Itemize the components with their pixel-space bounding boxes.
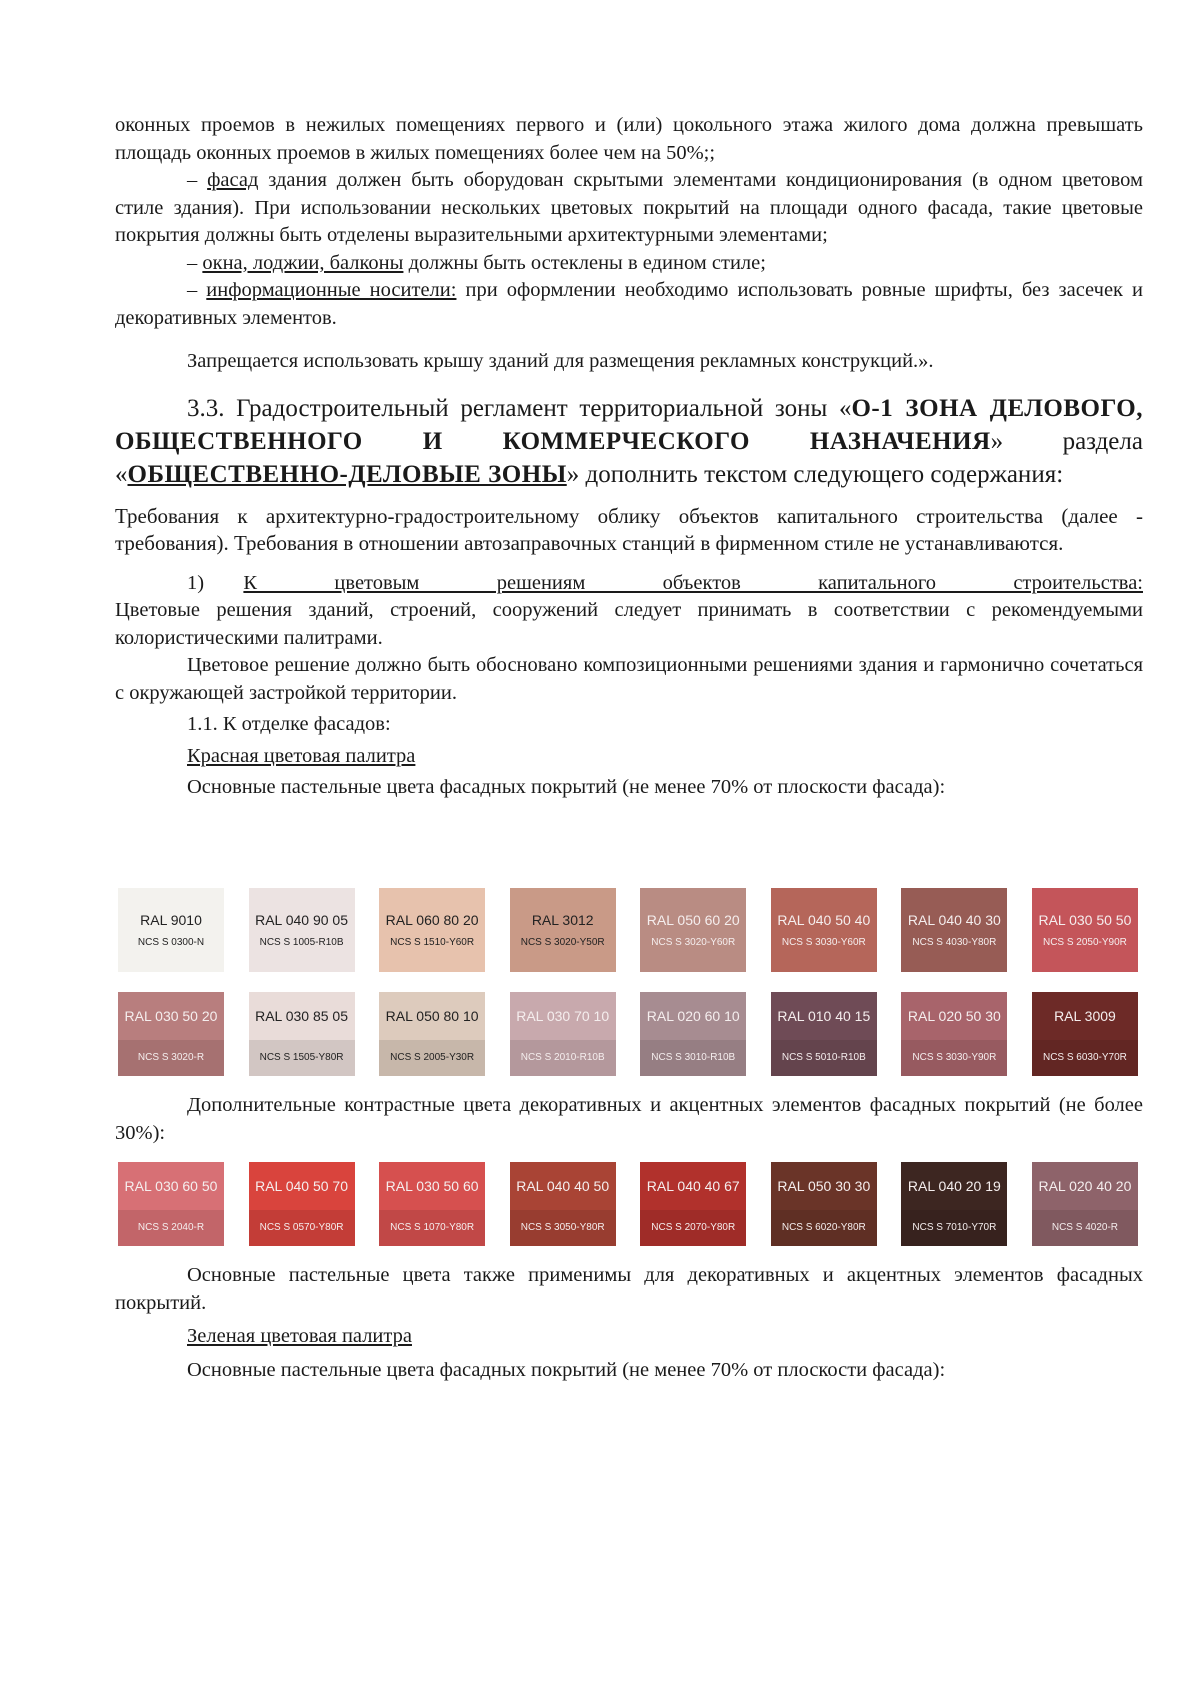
- swatch-bottom: [379, 1210, 485, 1246]
- swatch-ral-code: RAL 030 70 10: [516, 1008, 610, 1024]
- swatch-top: [118, 1162, 224, 1210]
- swatch-bottom: [379, 1040, 485, 1076]
- paragraph-window-openings: оконных проемов в нежилых помещениях первого и (или) цокольного этажа жилого дома должна превышать площадь оконных проемов в жилых помещениях более чем на 50%;;: [115, 114, 1143, 164]
- swatch-ncs-code: NCS S 1510-Y60R: [390, 937, 475, 948]
- document-body-continued: [115, 1092, 1143, 1147]
- swatch-ncs-code: NCS S 2040-R: [137, 1222, 205, 1233]
- swatch-ncs-code: NCS S 2050-Y90R: [1042, 937, 1127, 948]
- color-swatch: [118, 1162, 224, 1246]
- dash: –: [187, 251, 203, 274]
- swatch-bottom: [771, 1040, 877, 1076]
- term-windows: окна, лоджии, балконы: [202, 251, 404, 274]
- swatch-row-main-1: [118, 888, 1138, 972]
- swatch-ral-code: RAL 040 20 19: [907, 1178, 1001, 1194]
- swatch-ral-code: RAL 040 40 30: [907, 912, 1001, 928]
- swatch-row-main-2: [118, 992, 1138, 1076]
- color-swatch: [249, 1162, 355, 1246]
- swatch-ral-code: RAL 3012: [531, 912, 594, 928]
- swatch-ncs-code: NCS S 3020-R: [137, 1052, 205, 1063]
- swatch-ral-code: RAL 020 60 10: [646, 1008, 740, 1024]
- term-info-carriers: информационные носители:: [206, 279, 457, 301]
- item-1-title: К цветовым решениям объектов капитального строительства:: [243, 571, 1143, 594]
- swatch-top: [901, 992, 1007, 1040]
- color-swatch: [1032, 992, 1138, 1076]
- heading-zone-name: О-1 ЗОНА ДЕЛОВОГО, ОБЩЕСТВЕННОГО И КОММЕРЧЕСКОГО НАЗНАЧЕНИЯ: [115, 394, 1143, 455]
- swatch-top: [249, 1162, 355, 1210]
- color-swatch: [379, 992, 485, 1076]
- color-swatch: [640, 992, 746, 1076]
- swatch-ncs-code: NCS S 3030-Y60R: [781, 937, 866, 948]
- dash: –: [187, 279, 207, 301]
- facade-text: здания должен быть оборудован скрытыми элементами кондиционирования (в одном цветовом стиле здания). При использовании нескольких цветовых покрытий на площади одного фасада, такие цветовые покрытия должны быть отделены выразительными архитектурными элементами;: [115, 169, 1144, 246]
- swatch-bottom: [249, 1040, 355, 1076]
- color-swatch: [379, 1162, 485, 1246]
- swatch-ral-code: RAL 040 40 50: [516, 1178, 610, 1194]
- swatch-ncs-code: NCS S 3020-Y60R: [651, 937, 736, 948]
- color-swatch: [249, 888, 355, 972]
- swatch-top: [249, 992, 355, 1040]
- swatch-ncs-code: NCS S 0300-N: [137, 937, 205, 948]
- swatch-bottom: [1032, 1210, 1138, 1246]
- swatch-ral-code: RAL 030 50 50: [1038, 912, 1132, 928]
- color-swatch: [118, 992, 224, 1076]
- swatch-bottom: [510, 1040, 616, 1076]
- color-swatch: [901, 992, 1007, 1076]
- swatch-ral-code: RAL 040 40 67: [646, 1178, 740, 1194]
- swatch-top: [640, 992, 746, 1040]
- item-1-heading: [115, 570, 1143, 598]
- swatch-ncs-code: NCS S 5010-R10B: [781, 1052, 866, 1063]
- swatch-bottom: [1032, 1040, 1138, 1076]
- paragraph-roof-ban: Запрещается использовать крышу зданий для размещения рекламных конструкций.».: [187, 350, 934, 372]
- swatch-bottom: [510, 1210, 616, 1246]
- item-1-number: 1): [187, 571, 244, 594]
- item-1-1: 1.1. К отделке фасадов:: [187, 713, 391, 735]
- main-colors-caption: Основные пастельные цвета фасадных покрытий (не менее 70% от плоскости фасада):: [187, 776, 946, 798]
- dash: –: [187, 169, 208, 191]
- swatch-ral-code: RAL 020 50 30: [907, 1008, 1001, 1024]
- swatch-ral-code: RAL 040 50 40: [777, 912, 871, 928]
- color-swatch: [771, 888, 877, 972]
- document-body: [115, 112, 1143, 802]
- swatch-bottom: [901, 1210, 1007, 1246]
- paragraph-color-solutions: Цветовые решения зданий, строений, сооружений следует принимать в соответствии с рекомендуемыми колористическими палитрами.: [115, 599, 1143, 649]
- section-heading-3-3: [115, 392, 1143, 491]
- heading-part-2: » раздела «: [115, 427, 1143, 488]
- paragraph-windows: [115, 250, 1143, 278]
- swatch-ral-code: RAL 030 50 20: [124, 1008, 218, 1024]
- swatch-ncs-code: NCS S 2010-R10B: [520, 1052, 605, 1063]
- swatch-bottom: [249, 1210, 355, 1246]
- swatch-ncs-code: NCS S 1070-Y80R: [390, 1222, 475, 1233]
- swatch-bottom: [771, 1210, 877, 1246]
- swatch-bottom: [640, 1040, 746, 1076]
- swatch-top: [118, 992, 224, 1040]
- swatch-ncs-code: NCS S 1005-R10B: [259, 937, 344, 948]
- color-swatch: [640, 888, 746, 972]
- swatch-ncs-code: NCS S 6020-Y80R: [781, 1222, 866, 1233]
- color-swatch: [249, 992, 355, 1076]
- windows-text: должны быть остеклены в едином стиле;: [403, 251, 766, 274]
- swatch-top: [771, 992, 877, 1040]
- swatch-top: [510, 1162, 616, 1210]
- heading-part-3: » дополнить текстом следующего содержания:: [566, 460, 1064, 488]
- color-swatch: [379, 888, 485, 972]
- red-palette-heading: Красная цветовая палитра: [187, 744, 416, 767]
- paragraph-color-justification: Цветовое решение должно быть обоснованo композиционными решениями здания и гармонично сочетаться с окружающей застройкой территории.: [115, 654, 1143, 704]
- swatch-ncs-code: NCS S 7010-Y70R: [912, 1222, 997, 1233]
- swatch-top: [379, 992, 485, 1040]
- extra-colors-caption: Дополнительные контрастные цвета декоративных и акцентных элементов фасадных покрытий (не более 30%):: [115, 1094, 1143, 1144]
- swatch-ncs-code: NCS S 6030-Y70R: [1042, 1052, 1127, 1063]
- main-colors-caption-green: Основные пастельные цвета фасадных покрытий (не менее 70% от плоскости фасада):: [187, 1358, 946, 1381]
- swatch-bottom: [118, 1210, 224, 1246]
- color-swatch: [640, 1162, 746, 1246]
- swatch-ncs-code: NCS S 2005-Y30R: [390, 1052, 475, 1063]
- swatch-ral-code: RAL 020 40 20: [1038, 1178, 1132, 1194]
- paragraph-requirements: Требования к архитектурно-градостроительному облику объектов капитального строительства (далее - требования). Требования в отношении автозаправочных станций в фирменном стиле не устанавливаются.: [115, 503, 1143, 555]
- paragraph-also-applicable: Основные пастельные цвета также применимы для декоративных и акцентных элементов фасадных покрытий.: [115, 1264, 1143, 1314]
- swatch-ncs-code: NCS S 3050-Y80R: [520, 1222, 605, 1233]
- swatch-top: [901, 1162, 1007, 1210]
- swatch-ral-code: RAL 030 60 50: [124, 1178, 218, 1194]
- swatch-ral-code: RAL 050 60 20: [646, 912, 740, 928]
- swatch-bottom: [118, 1040, 224, 1076]
- swatch-ral-code: RAL 9010: [140, 912, 202, 928]
- heading-part-1: 3.3. Градостроительный регламент территориальной зоны «: [187, 394, 852, 422]
- swatch-ncs-code: NCS S 3010-R10B: [651, 1052, 736, 1063]
- swatch-top: [379, 1162, 485, 1210]
- color-swatch: [901, 1162, 1007, 1246]
- color-swatch: [510, 992, 616, 1076]
- swatch-ral-code: RAL 040 50 70: [255, 1178, 348, 1194]
- swatch-ral-code: RAL 3009: [1054, 1008, 1116, 1024]
- swatch-ncs-code: NCS S 2070-Y80R: [651, 1222, 736, 1233]
- swatch-ral-code: RAL 050 30 30: [777, 1178, 871, 1194]
- swatch-ral-code: RAL 030 50 60: [385, 1178, 479, 1194]
- color-swatch: [118, 888, 224, 972]
- swatch-top: [510, 992, 616, 1040]
- color-swatch: [901, 888, 1007, 972]
- swatch-top: [771, 1162, 877, 1210]
- paragraph-info-carriers: [115, 277, 1143, 332]
- color-swatch: [1032, 1162, 1138, 1246]
- swatch-ral-code: RAL 040 90 05: [255, 912, 348, 928]
- color-swatch: [510, 888, 616, 972]
- color-swatch: [1032, 888, 1138, 972]
- swatch-ral-code: RAL 010 40 15: [777, 1008, 871, 1024]
- heading-section-name: ОБЩЕСТВЕННО-ДЕЛОВЫЕ ЗОНЫ: [127, 460, 567, 488]
- swatch-ncs-code: NCS S 4030-Y80R: [912, 937, 997, 948]
- swatch-ncs-code: NCS S 1505-Y80R: [259, 1052, 344, 1063]
- paragraph-facade: [115, 167, 1143, 250]
- swatch-ral-code: RAL 060 80 20: [385, 912, 479, 928]
- swatch-bottom: [901, 1040, 1007, 1076]
- swatch-top: [640, 1162, 746, 1210]
- swatch-top: [1032, 1162, 1138, 1210]
- swatch-ral-code: RAL 030 85 05: [255, 1008, 348, 1024]
- green-palette-heading: Зеленая цветовая палитра: [187, 1325, 412, 1347]
- swatch-row-accent: [118, 1162, 1138, 1246]
- swatch-ncs-code: NCS S 0570-Y80R: [259, 1222, 344, 1233]
- swatch-ncs-code: NCS S 3030-Y90R: [912, 1052, 997, 1063]
- color-swatch: [771, 1162, 877, 1246]
- color-swatch: [771, 992, 877, 1076]
- color-swatch: [510, 1162, 616, 1246]
- document-body-tail: [115, 1262, 1143, 1384]
- swatch-top: [1032, 992, 1138, 1040]
- swatch-ncs-code: NCS S 4020-R: [1051, 1222, 1118, 1233]
- info-carriers-text: при оформлении необходимо использовать ровные шрифты, без засечек и декоративных элементов.: [115, 279, 1144, 329]
- term-facade: фасад: [207, 169, 259, 191]
- swatch-ncs-code: NCS S 3020-Y50R: [520, 937, 605, 948]
- swatch-bottom: [640, 1210, 746, 1246]
- swatch-ral-code: RAL 050 80 10: [385, 1008, 479, 1024]
